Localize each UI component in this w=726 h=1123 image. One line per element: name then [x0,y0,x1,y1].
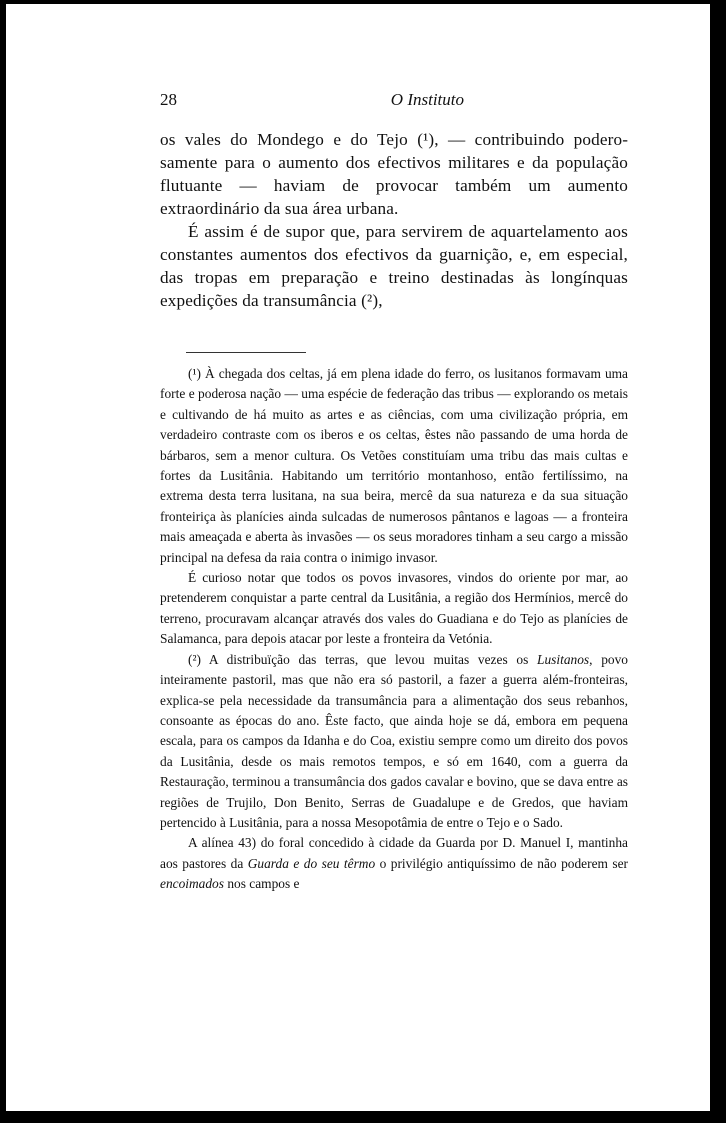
footnote-separator [186,352,306,353]
footnote-1-continued: É curioso notar que todos os povos invasores, vindos do oriente por mar, ao pretenderem conquistar a parte central da Lusitânia, a região dos Hermínios, mercê do terreno, procuravam alcançar através dos vales do Guadiana e do Tejo as planícies de Salamanca, para depois atacar por leste a fronteira da Vetónia. [160,570,628,647]
footnote-2c-text-c: nos campos e [223,876,300,892]
footnote-2-italic: Lusitanos [537,651,590,667]
running-title: O Instituto [390,90,464,109]
footnote-2 [160,650,628,834]
page-number: 28 [160,90,177,109]
footnote-1: (¹) À chegada dos celtas, já em plena idade do ferro, os lusitanos formavam uma forte e poderosa nação — uma espécie de federação das tribus — explorando os metais e cultivando de há muito as artes e as ciências, com uma civilização própria, em verdadeiro contraste com os iberos e os celtas, êstes não passando de uma horda de bárbaros, sem a menor cultura. Os Vetões constituíam uma tribu das mais cultas e fortes da Lusitânia. Habitando um território montanhoso, então fertilíssimo, na extrema desta terra lusitana, na sua beira, mercê da sua natureza e da sua situação fronteiriça às planícies ainda sulcadas de numerosos pântanos e lagoas — a fronteira mais ameaçada e aberta às invasões — os seus moradores tinham a seu cargo a missão principal na defesa da raia contra o inimigo invasor. [160,366,628,565]
footnote-2c-italic-2: encoimados [160,876,224,892]
footnote-2c-text-a: A alínea 43) do foral concedido à cidade da Guarda por D. Manuel I, mantinha aos pastores da [160,835,628,871]
body-paragraph-1: os vales do Mondego e do Tejo (¹), — contribuindo poderosamente para o aumento dos efectivos militares e da população flutuante — haviam de provocar também um aumento extraordinário da sua área urbana. [160,130,628,218]
footnote-2-continued [160,833,628,894]
page-header [160,90,464,112]
footnote-2-text-a: (²) A distribuïção das terras, que levou muitas vezes os [188,651,538,667]
footnote-2-text-b: , povo inteiramente pastoril, mas que não era só pastoril, a fazer a guerra além-fronteiras, explica-se pela necessidade da transumância para a alimentação dos seus rebanhos, consoante as épocas do ano. Êste facto, que ainda hoje se dá, embora em pequena escala, para os campos da Idanha e do Coa, existiu sempre como um direito dos povos da Lusitânia, desde os mais remotos tempos, e só em 1640, com a guerra da Restauração, terminou a transumância dos gados cavalar e bovino, que se dava entre as regiões de Trujilo, Don Benito, Serras de Guadalupe e de Gredos, que haviam pertencido à Lusitânia, para a nossa Mesopotâmia de entre o Tejo e o Sado. [160,651,628,830]
footnotes [160,364,628,895]
body-paragraph-2: É assim é de supor que, para servirem de aquartelamento aos constantes aumentos dos efectivos da guarnição, e, em especial, das tropas em preparação e treino destinadas às longínquas expedições da transumância (²), [160,222,628,310]
book-page [6,4,710,1111]
main-text [160,128,628,312]
footnote-2c-italic-1: Guarda e do seu têrmo [247,855,376,871]
footnote-2c-text-b: o privilégio antiquíssimo de não poderem ser [375,855,629,871]
